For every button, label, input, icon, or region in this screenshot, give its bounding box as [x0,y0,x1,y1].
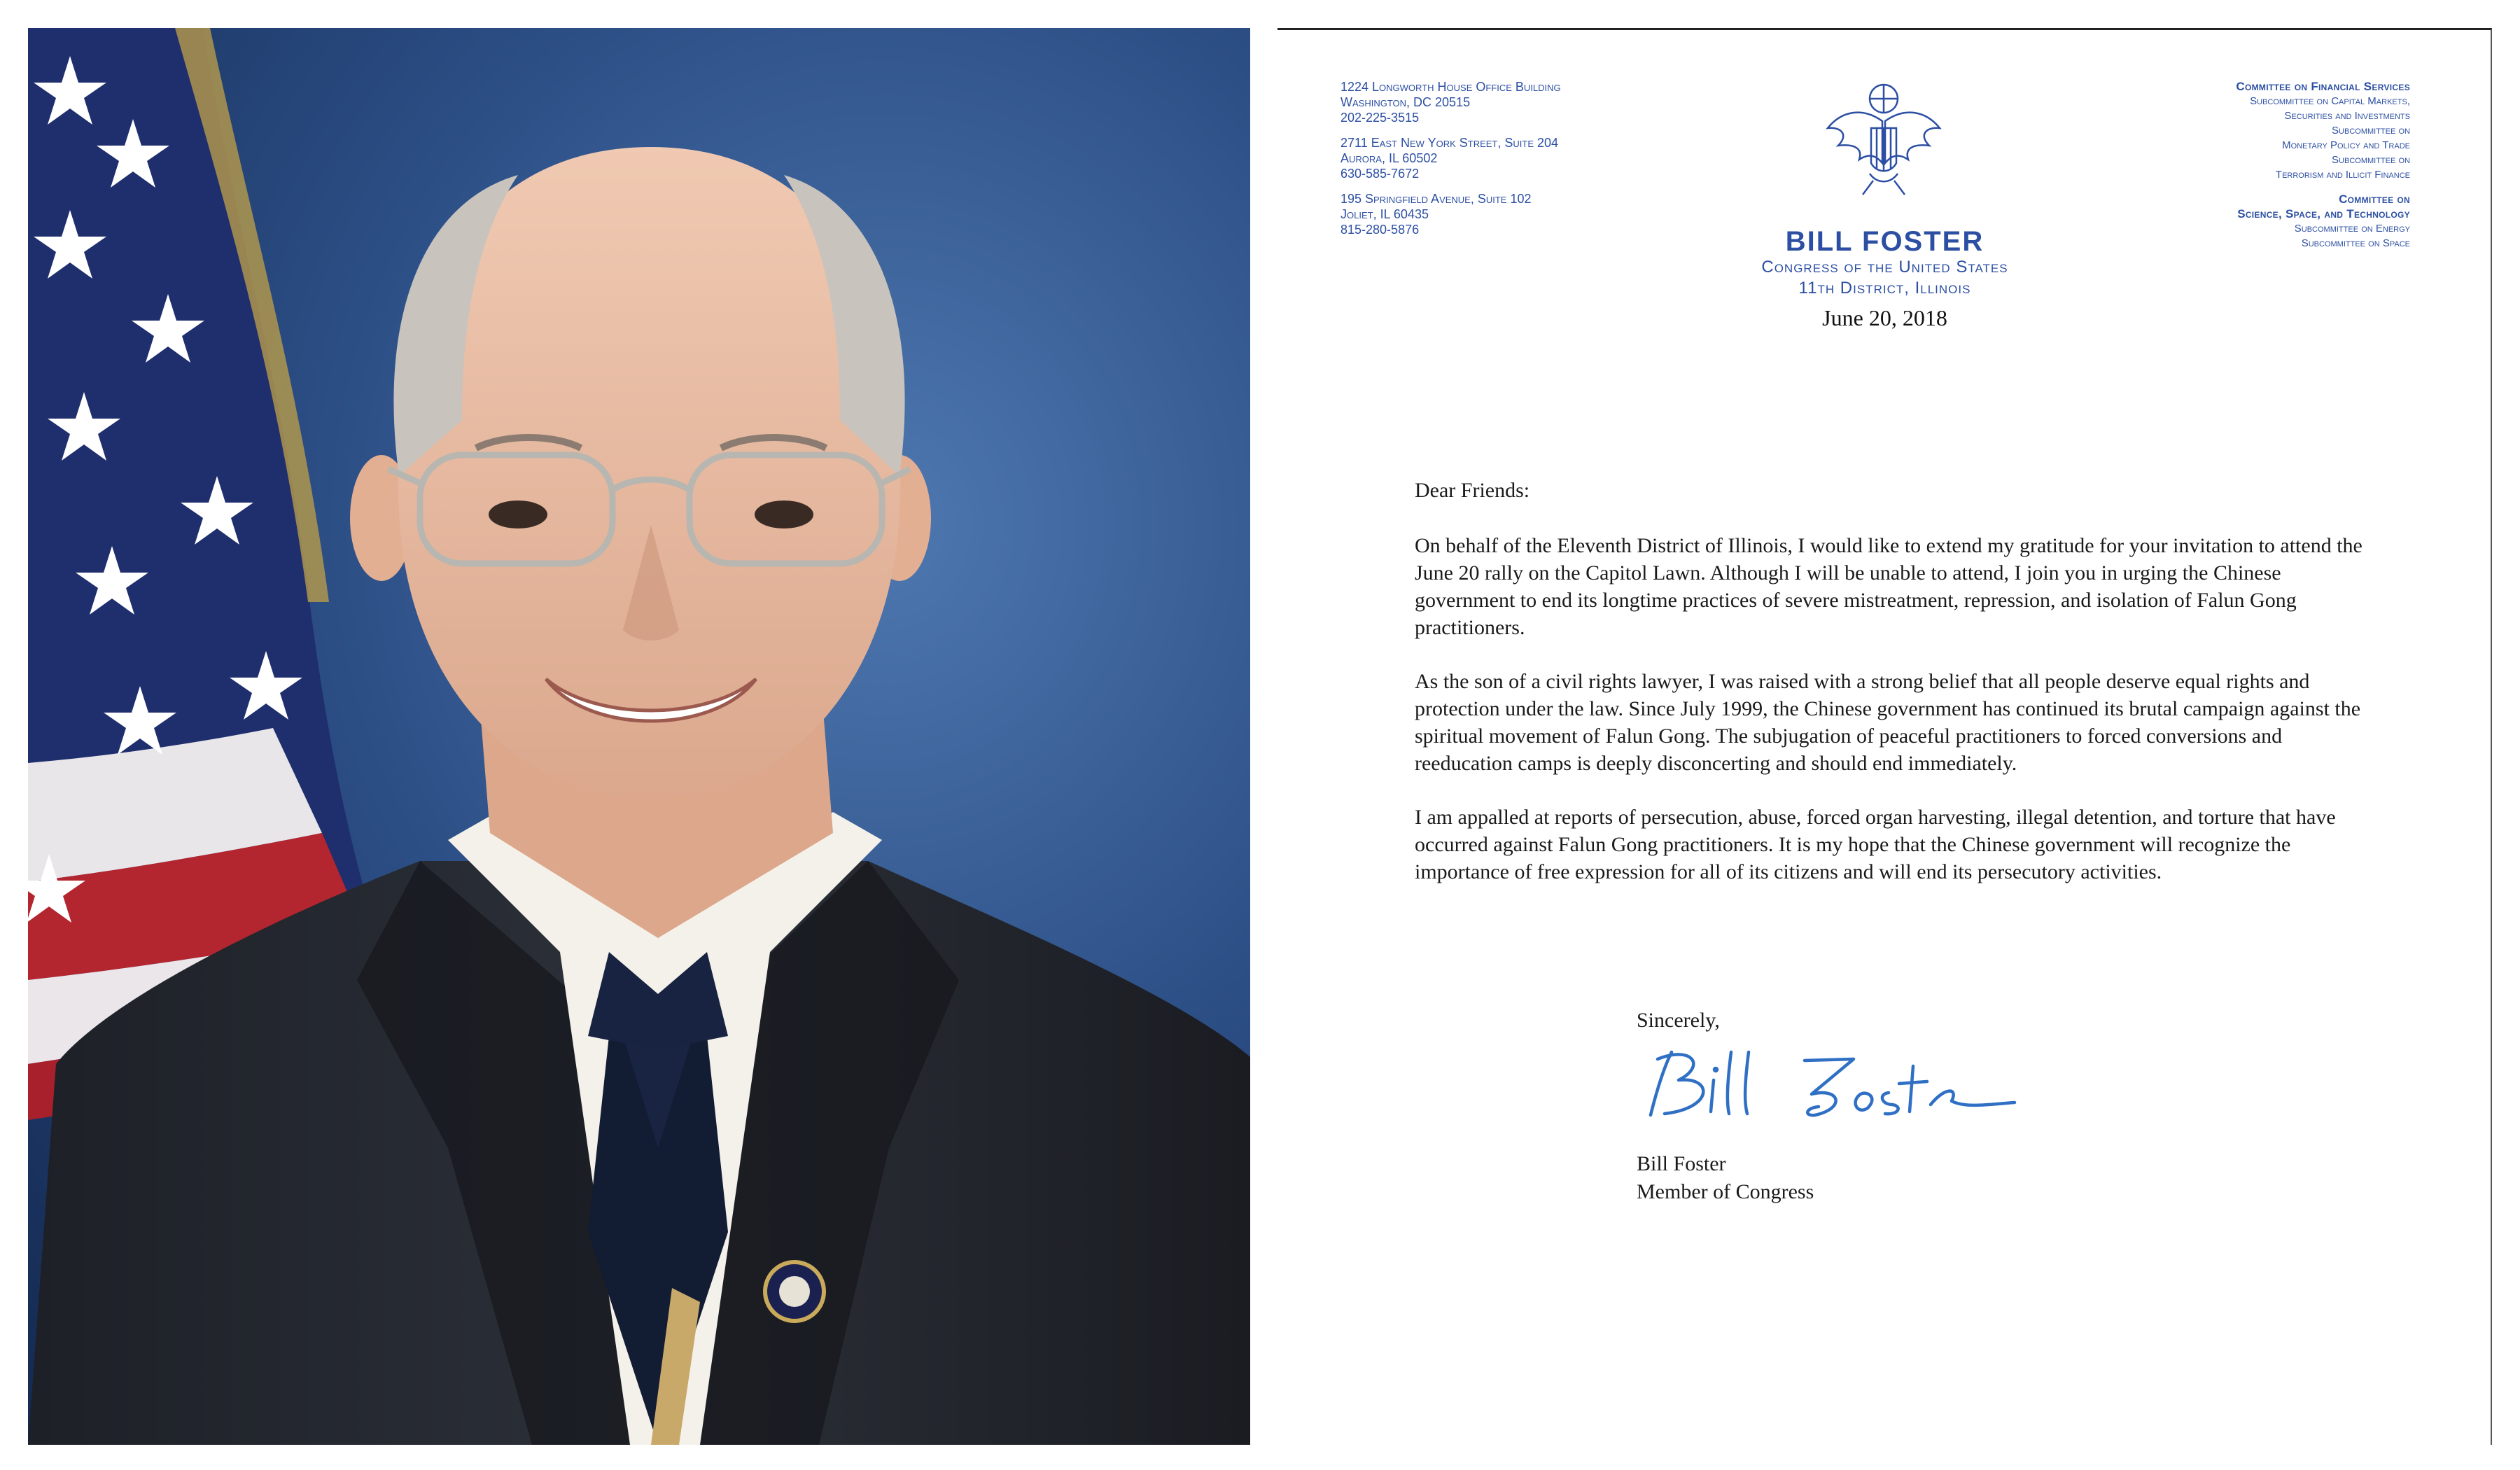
subcommittee-name: Terrorism and Illicit Finance [2275,169,2410,181]
subcommittee-name: Subcommittee on Space [2301,237,2410,249]
committee-name: Committee on Financial Services [2236,80,2410,93]
dc-office [1340,79,1690,125]
congressional-letter [1278,28,2492,1445]
portrait-photo [28,28,1250,1445]
subcommittee-name: Monetary Policy and Trade [2282,139,2410,151]
phone-number: 202-225-3515 [1340,111,1420,125]
subcommittee-name: Subcommittee on [2332,125,2410,136]
address-line: Joliet, IL 60435 [1340,207,1429,221]
office-addresses [1340,79,1690,247]
committee-name: Science, Space, and Technology [2237,207,2410,220]
subcommittee-name: Subcommittee on Capital Markets, [2250,95,2410,107]
closing: Sincerely, [1637,1009,1720,1032]
member-title: Congress of the United States [1761,258,2008,276]
member-header [1278,226,2492,299]
member-name: BILL FOSTER [1785,226,1984,257]
portrait-illustration [28,28,1250,1445]
subcommittee-name: Subcommittee on Energy [2294,223,2410,234]
letter-date: June 20, 2018 [1822,305,1947,330]
aurora-office [1340,135,1690,181]
subcommittee-name: Securities and Investments [2284,110,2410,122]
committee-name: Committee on [2339,192,2410,206]
letter-body [1415,477,2381,912]
member-district: 11th District, Illinois [1798,279,1971,298]
head [350,147,931,798]
committee-assignments [2018,79,2410,251]
address-line: Washington, DC 20515 [1340,95,1471,109]
address-line: 195 Springfield Avenue, Suite 102 [1340,192,1532,206]
phone-number: 815-280-5876 [1340,223,1420,237]
eagle-seal-icon [1821,79,1947,198]
signer-name: Bill Foster [1637,1152,1726,1175]
phone-number: 630-585-7672 [1340,167,1420,181]
salutation: Dear Friends: [1415,479,1530,502]
body-paragraph: As the son of a civil rights lawyer, I was raised with a strong belief that all people deserve equal rights and protection under the law. Since July 1999, the Chinese government has continued its brutal campaign against the spiritual movement of Falun Gong. The subjugation of peaceful practitioners to forced conversions and reeducation camps is deeply disconcerting and should end immediately. [1415,670,2361,775]
signer-title: Member of Congress [1637,1180,1814,1203]
handwritten-signature [1637,1038,2029,1136]
address-line: 1224 Longworth House Office Building [1340,80,1561,94]
body-paragraph: I am appalled at reports of persecution, abuse, forced organ harvesting, illegal detention, and torture that have occurred against Falun Gong practitioners. It is my hope that the Chinese government will recognize the importance of free expression for all of its citizens and will end its persecutory activities. [1415,806,2336,883]
address-line: 2711 East New York Street, Suite 204 [1340,136,1559,150]
address-line: Aurora, IL 60502 [1340,151,1438,165]
signer-block [1637,1150,1814,1206]
body-paragraph: On behalf of the Eleventh District of Illinois, I would like to extend my gratitude for your invitation to attend the June 20 rally on the Capitol Lawn. Although I will be unable to attend, I join you in urging the Chinese government to end its longtime practices of severe mistreatment, repression, and isolation of Falun Gong practitioners. [1415,534,2362,639]
subcommittee-name: Subcommittee on [2332,154,2410,166]
